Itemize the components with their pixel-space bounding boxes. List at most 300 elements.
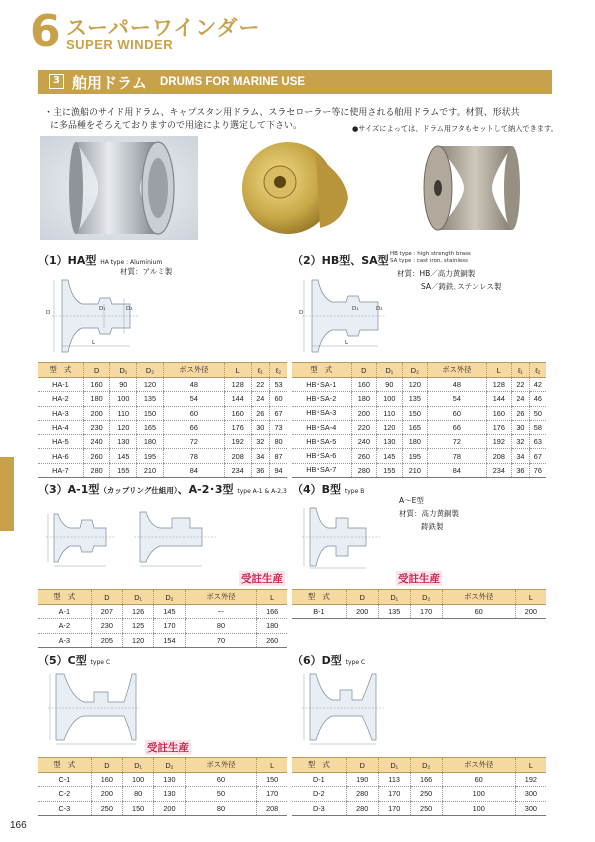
table-cell: 150	[122, 801, 153, 815]
page-title-en: SUPER WINDER	[66, 37, 174, 52]
table-cell: 192	[224, 435, 251, 449]
sec4-made-to-order-badge: 受註生産	[398, 573, 440, 585]
sec4-num: （4）	[292, 483, 322, 496]
table-cell: C-2	[38, 787, 91, 801]
table-cell: 200	[351, 406, 377, 420]
table-header-cell: ℓ₁	[251, 363, 269, 378]
table-cell: 100	[377, 392, 403, 406]
table-header-cell: D₂	[137, 363, 164, 378]
sec3-spec-table	[38, 589, 287, 648]
table-cell: HB･SA-4	[292, 420, 351, 434]
table-cell: 30	[512, 420, 530, 434]
sec3-subtitle: （カップリング仕組用）	[99, 486, 178, 495]
sec2-spec-table	[292, 362, 546, 478]
table-cell: 67	[270, 406, 288, 420]
sec4-material-2: 鋳鉄製	[421, 522, 444, 531]
table-cell: 195	[402, 449, 428, 463]
table-cell: 32	[251, 435, 269, 449]
table-row	[38, 773, 287, 787]
table-cell: HA-5	[38, 435, 83, 449]
table-row	[292, 463, 546, 477]
table-cell: 150	[402, 406, 428, 420]
sec6-type-label: type C	[345, 659, 366, 666]
table-cell: 230	[83, 420, 110, 434]
table-cell: 160	[91, 773, 122, 787]
sec5-title	[38, 652, 110, 668]
table-header-cell: D₂	[410, 758, 442, 773]
table-cell: 58	[529, 420, 546, 434]
table-cell: 150	[137, 406, 164, 420]
table-cell: 170	[378, 787, 410, 801]
table-cell: 50	[185, 787, 257, 801]
table-cell: 54	[428, 392, 486, 406]
table-header-cell: D₁	[377, 363, 403, 378]
sec5-drawing	[42, 668, 142, 746]
table-header-cell: 型 式	[292, 590, 346, 605]
table-cell: HA-1	[38, 378, 83, 392]
table-header-cell: ℓ₁	[512, 363, 530, 378]
table-cell: 70	[185, 633, 257, 647]
intro-note: ●サイズによっては、ドラム用フタもセットして納入できます。	[352, 124, 558, 133]
table-cell: 120	[402, 378, 428, 392]
sec4-title	[292, 481, 364, 497]
table-cell: 165	[137, 420, 164, 434]
table-header-cell: ボス外径	[163, 363, 224, 378]
table-header-cell: L	[515, 758, 546, 773]
table-row	[292, 420, 546, 434]
table-cell: 200	[346, 605, 378, 619]
table-header-cell: ボス外径	[185, 590, 257, 605]
table-header-cell: 型 式	[38, 590, 91, 605]
table-cell: 144	[224, 392, 251, 406]
table-cell: 234	[224, 463, 251, 477]
table-header-cell: D	[346, 758, 378, 773]
table-row	[38, 463, 287, 477]
table-cell: 80	[270, 435, 288, 449]
table-cell: C-1	[38, 773, 91, 787]
table-cell: 145	[154, 605, 185, 619]
table-cell: 260	[257, 633, 287, 647]
sec5-title-text: C型	[67, 654, 87, 667]
table-row	[292, 449, 546, 463]
sec1-dim-D: D	[46, 310, 51, 316]
sec6-title	[292, 652, 365, 668]
table-cell: 154	[154, 633, 185, 647]
table-cell: 87	[270, 449, 288, 463]
table-header-cell: D	[83, 363, 110, 378]
table-cell: 165	[402, 420, 428, 434]
table-cell: 84	[428, 463, 486, 477]
aluminium-drum-photo	[40, 136, 198, 240]
table-cell: 34	[512, 449, 530, 463]
sec2-dim-D2: D₂	[376, 306, 383, 312]
sec3-title-text-2: 、A-2･3型	[177, 483, 234, 496]
table-cell: 145	[377, 449, 403, 463]
sec2-type-label-1: HB type : high strength brass	[390, 251, 471, 257]
table-cell: 240	[351, 435, 377, 449]
sec6-title-text: D型	[321, 654, 342, 667]
table-row	[38, 619, 287, 633]
table-cell: 170	[378, 801, 410, 815]
table-cell: 100	[442, 787, 515, 801]
table-cell: 128	[486, 378, 512, 392]
table-cell: 300	[515, 801, 546, 815]
sec6-drawing	[296, 668, 388, 746]
sec2-material-2: SA／鋳鉄､ステンレス製	[421, 282, 502, 291]
table-header-cell: L	[257, 758, 287, 773]
table-header-cell: ℓ₂	[270, 363, 288, 378]
sec3-type-label: type A-1 & A-2,3	[237, 488, 287, 495]
table-cell: 100	[110, 392, 137, 406]
sec2-dim-D: D	[299, 310, 304, 316]
table-cell: 110	[110, 406, 137, 420]
table-cell: 90	[377, 378, 403, 392]
table-header-cell: L	[515, 590, 546, 605]
table-cell: 36	[512, 463, 530, 477]
table-cell: 180	[83, 392, 110, 406]
sec1-drawing	[38, 276, 142, 356]
table-cell: 60	[163, 406, 224, 420]
table-cell: D-1	[292, 773, 346, 787]
table-cell: 145	[110, 449, 137, 463]
table-row	[38, 435, 287, 449]
table-cell: 210	[402, 463, 428, 477]
table-cell: 72	[428, 435, 486, 449]
sec1-dim-D1: D₁	[99, 306, 106, 312]
table-cell: 176	[224, 420, 251, 434]
intro-text-line1: ・主に漁船のサイド用ドラム、キャプスタン用ドラム、スラセローラー等に使用される舶用ドラムです。材質、形状共	[44, 108, 520, 118]
table-cell: 180	[257, 619, 287, 633]
table-header-cell: D₁	[378, 758, 410, 773]
sec1-dim-D2: D₂	[126, 306, 133, 312]
table-cell: 22	[512, 378, 530, 392]
table-header-cell: ボス外径	[442, 758, 515, 773]
sec2-title-text: HB型、SA型	[321, 254, 389, 267]
table-header-cell: ℓ₂	[529, 363, 546, 378]
table-cell: 60	[185, 773, 257, 787]
table-cell: 94	[270, 463, 288, 477]
table-cell: 130	[377, 435, 403, 449]
sec5-type-label: type C	[90, 659, 111, 666]
table-cell: 100	[122, 773, 153, 787]
table-cell: 300	[515, 787, 546, 801]
table-cell: 78	[428, 449, 486, 463]
sec3-num: （3）	[38, 483, 68, 496]
table-cell: 280	[351, 463, 377, 477]
table-header-cell: D₂	[154, 758, 185, 773]
table-cell: 26	[251, 406, 269, 420]
table-cell: HA-4	[38, 420, 83, 434]
table-header-cell: 型 式	[292, 363, 351, 378]
table-cell: 160	[486, 406, 512, 420]
table-cell: 120	[110, 420, 137, 434]
table-cell: 90	[110, 378, 137, 392]
table-row	[292, 406, 546, 420]
table-cell: HB･SA-2	[292, 392, 351, 406]
table-cell: 46	[529, 392, 546, 406]
table-header-cell: D₂	[402, 363, 428, 378]
sec4-drawing	[296, 500, 386, 570]
sec2-type-label-2: SA type : cast iron, stainless	[390, 258, 468, 264]
table-cell: 150	[257, 773, 287, 787]
table-cell: B-1	[292, 605, 346, 619]
table-cell: 63	[529, 435, 546, 449]
table-cell: 125	[122, 619, 153, 633]
table-cell: 195	[137, 449, 164, 463]
table-row	[292, 773, 546, 787]
table-cell: HA-3	[38, 406, 83, 420]
table-cell: 130	[154, 787, 185, 801]
intro-text-line2: に多品種をそろえておりますので用途により選定して下さい。	[50, 121, 303, 131]
sec1-title-text: HA型	[67, 254, 97, 267]
table-cell: 144	[486, 392, 512, 406]
table-header-cell: D₁	[378, 590, 410, 605]
table-cell: 126	[122, 605, 153, 619]
table-cell: 80	[185, 619, 257, 633]
table-cell: 30	[251, 420, 269, 434]
table-cell: 80	[185, 801, 257, 815]
sec3-made-to-order-badge: 受註生産	[241, 573, 283, 585]
table-cell: 84	[163, 463, 224, 477]
table-cell: 42	[529, 378, 546, 392]
chapter-side-tab	[0, 457, 14, 531]
table-cell: 48	[163, 378, 224, 392]
table-row	[38, 378, 287, 392]
table-cell: 180	[351, 392, 377, 406]
table-cell: 73	[270, 420, 288, 434]
table-row	[292, 787, 546, 801]
table-cell: 78	[163, 449, 224, 463]
table-cell: 54	[163, 392, 224, 406]
table-cell: 113	[378, 773, 410, 787]
table-cell: HB･SA-3	[292, 406, 351, 420]
table-cell: 60	[270, 392, 288, 406]
table-cell: 135	[378, 605, 410, 619]
sec6-num: （6）	[292, 654, 322, 667]
sec4-material-1: 材質：高力黄銅製	[399, 509, 459, 518]
table-cell: 48	[428, 378, 486, 392]
table-cell: 200	[91, 787, 122, 801]
table-cell: 176	[486, 420, 512, 434]
table-cell: 250	[410, 787, 442, 801]
table-row	[38, 449, 287, 463]
table-header-cell: L	[224, 363, 251, 378]
table-cell: 24	[251, 392, 269, 406]
table-header-cell: ボス外径	[428, 363, 486, 378]
table-cell: 208	[257, 801, 287, 815]
table-cell: 135	[402, 392, 428, 406]
section-number-box: 3	[49, 74, 64, 89]
page-title-jp: スーパーワインダー	[66, 16, 261, 40]
table-cell: 67	[529, 449, 546, 463]
table-row	[38, 392, 287, 406]
table-header-cell: D	[91, 590, 122, 605]
table-cell: 208	[486, 449, 512, 463]
table-header-cell: 型 式	[38, 758, 91, 773]
table-row	[292, 392, 546, 406]
table-cell: 180	[137, 435, 164, 449]
table-cell: 260	[351, 449, 377, 463]
table-header-cell: D	[346, 590, 378, 605]
table-header-cell: L	[486, 363, 512, 378]
table-row	[38, 787, 287, 801]
table-cell: 120	[122, 633, 153, 647]
table-cell: 60	[428, 406, 486, 420]
table-cell: 166	[410, 773, 442, 787]
table-cell: 60	[442, 773, 515, 787]
table-cell: 155	[377, 463, 403, 477]
table-cell: 180	[402, 435, 428, 449]
table-cell: 100	[442, 801, 515, 815]
section-title-jp: 舶用ドラム	[72, 74, 147, 92]
table-row	[38, 633, 287, 647]
table-cell: 80	[122, 787, 153, 801]
sec1-spec-table	[38, 362, 287, 478]
table-cell: 32	[512, 435, 530, 449]
table-cell: 50	[529, 406, 546, 420]
table-cell: 240	[83, 435, 110, 449]
table-row	[38, 406, 287, 420]
sec1-type-label: HA type : Aluminium	[100, 259, 163, 266]
chapter-number: 6	[30, 6, 61, 57]
table-cell: HB･SA-6	[292, 449, 351, 463]
table-cell: 66	[163, 420, 224, 434]
sec1-dim-L: L	[92, 340, 96, 346]
sec2-dim-L: L	[345, 340, 349, 346]
cast-iron-drum-photo	[392, 136, 550, 240]
table-cell: 76	[529, 463, 546, 477]
table-cell: HA-2	[38, 392, 83, 406]
table-cell: 208	[224, 449, 251, 463]
table-cell: HB･SA-7	[292, 463, 351, 477]
table-cell: A-1	[38, 605, 91, 619]
table-cell: 200	[515, 605, 546, 619]
table-cell: 160	[83, 378, 110, 392]
table-cell: 234	[486, 463, 512, 477]
page-number: 166	[10, 820, 27, 831]
table-header-cell: D₁	[122, 590, 153, 605]
table-cell: 280	[83, 463, 110, 477]
sec2-num: （2）	[292, 254, 322, 267]
table-cell: 170	[257, 787, 287, 801]
sec2-title	[292, 252, 389, 268]
table-cell: 53	[270, 378, 288, 392]
sec6-spec-table	[292, 757, 546, 816]
table-cell: 110	[377, 406, 403, 420]
table-cell: 260	[83, 449, 110, 463]
sec2-material-1: 材質：HB／高力黄銅製	[397, 269, 476, 278]
sec4-type-label: type B	[344, 488, 365, 495]
table-header-cell: D₁	[110, 363, 137, 378]
table-cell: HA-7	[38, 463, 83, 477]
sec2-drawing	[294, 276, 390, 356]
table-cell: 155	[110, 463, 137, 477]
section-title-en: DRUMS FOR MARINE USE	[160, 76, 306, 88]
table-header-cell: D	[91, 758, 122, 773]
table-header-cell: ボス外径	[185, 758, 257, 773]
table-row	[292, 435, 546, 449]
table-cell: 26	[512, 406, 530, 420]
sec5-spec-table	[38, 757, 287, 816]
table-cell: 280	[346, 801, 378, 815]
table-cell: 24	[512, 392, 530, 406]
table-cell: 22	[251, 378, 269, 392]
table-cell: ー	[185, 605, 257, 619]
table-row	[38, 801, 287, 815]
table-cell: 205	[91, 633, 122, 647]
table-row	[292, 378, 546, 392]
table-cell: HB･SA-1	[292, 378, 351, 392]
table-row	[292, 801, 546, 815]
sec4-title-text: B型	[321, 483, 342, 496]
table-cell: 192	[486, 435, 512, 449]
table-cell: 280	[346, 787, 378, 801]
sec4-spec-table	[292, 589, 546, 619]
table-cell: 135	[137, 392, 164, 406]
table-cell: 60	[442, 605, 515, 619]
table-cell: 160	[224, 406, 251, 420]
brass-drum-photo	[216, 136, 374, 240]
table-cell: A-3	[38, 633, 91, 647]
table-cell: 36	[251, 463, 269, 477]
table-cell: 130	[110, 435, 137, 449]
table-header-cell: L	[257, 590, 287, 605]
table-cell: 192	[515, 773, 546, 787]
table-cell: 207	[91, 605, 122, 619]
table-cell: 72	[163, 435, 224, 449]
table-cell: 170	[154, 619, 185, 633]
table-cell: HA-6	[38, 449, 83, 463]
sec4-note-ae: A〜E型	[399, 496, 424, 505]
table-header-cell: D₂	[154, 590, 185, 605]
table-cell: C-3	[38, 801, 91, 815]
table-row	[38, 420, 287, 434]
table-cell: 200	[154, 801, 185, 815]
table-row	[292, 605, 546, 619]
table-cell: 210	[137, 463, 164, 477]
table-header-cell: D₂	[410, 590, 442, 605]
table-cell: HB･SA-5	[292, 435, 351, 449]
table-header-cell: ボス外径	[442, 590, 515, 605]
table-header-cell: D	[351, 363, 377, 378]
table-cell: 250	[410, 801, 442, 815]
table-cell: 160	[351, 378, 377, 392]
sec5-num: （5）	[38, 654, 68, 667]
table-cell: 166	[257, 605, 287, 619]
table-row	[38, 605, 287, 619]
table-cell: 128	[224, 378, 251, 392]
sec3-title-text: A-1型	[67, 483, 100, 496]
table-cell: D-3	[292, 801, 346, 815]
sec1-material: 材質：アルミ製	[120, 267, 173, 276]
table-cell: 220	[351, 420, 377, 434]
table-cell: 34	[251, 449, 269, 463]
sec3-title	[38, 481, 287, 497]
sec3-drawing-a23	[130, 500, 220, 570]
table-cell: 170	[410, 605, 442, 619]
table-cell: 250	[91, 801, 122, 815]
sec5-made-to-order-badge: 受註生産	[147, 742, 189, 754]
table-cell: 120	[137, 378, 164, 392]
table-cell: 120	[377, 420, 403, 434]
sec2-dim-D1: D₁	[352, 306, 359, 312]
table-header-cell: 型 式	[292, 758, 346, 773]
table-cell: A-2	[38, 619, 91, 633]
table-cell: D-2	[292, 787, 346, 801]
table-cell: 230	[91, 619, 122, 633]
sec1-num: （1）	[38, 254, 68, 267]
table-header-cell: D₁	[122, 758, 153, 773]
